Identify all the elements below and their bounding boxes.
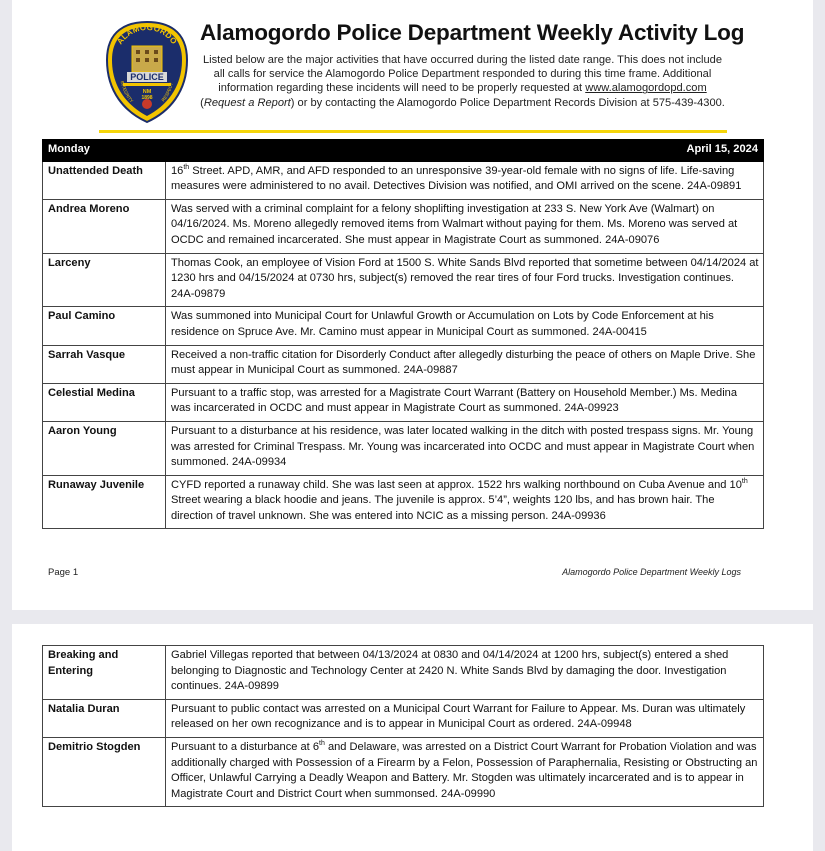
entry-description	[166, 646, 764, 700]
entry-description	[166, 253, 764, 307]
entry-text-continued: Street wearing a black hoodie and jeans. The juvenile is approx. 5’4”, weights 120 lbs, and has brown hair. The direction of travel unknown. She was entered into NCIC as a missing person. 24A-09936	[171, 494, 715, 522]
log-entry-row	[43, 199, 764, 253]
entry-text-continued: Street. APD, AMR, and AFD responded to an unresponsive 39-year-old female with no signs of life. Life-saving measures were administered to no avail. Detectives Division was notified, and OMI arrived on the scene. 24A-09891	[171, 164, 742, 193]
entry-label: Paul Camino	[43, 307, 166, 345]
entry-label: Andrea Moreno	[43, 199, 166, 253]
entry-text: 16	[171, 164, 184, 177]
badge-year-text: 1898	[141, 95, 153, 101]
log-entry-row	[43, 475, 764, 529]
log-entry-row	[43, 646, 764, 700]
entry-description	[166, 421, 764, 475]
activity-log-table-page-2	[42, 645, 764, 807]
ordinal-suffix: th	[319, 739, 325, 747]
police-badge-logo	[105, 20, 189, 124]
entry-description	[166, 161, 764, 199]
entry-text: Thomas Cook, an employee of Vision Ford at 1500 S. White Sands Blvd reported that sometime between 04/14/2024 at 1230 hrs and 04/15/2024 at 0730 hrs, subject(s) removed the rear tires of four Ford trucks. Investigation continues. 24A-09879	[171, 256, 759, 300]
intro-text	[200, 53, 725, 110]
entry-text: Pursuant to a traffic stop, was arrested for a Magistrate Court Warrant (Battery on Household Member.) Ms. Medina was incarcerated in OCDC and must appear in Magistrate Court as summoned. 24A-09923	[171, 386, 738, 415]
entry-text-continued: and Delaware, was arrested on a District Court Warrant for Probation Violation and was additionally charged with Possession of a Firearm by a Felon, Possession of Paraphernalia, Resisting or Obstructing an Officer, Unlawful Carrying a Deadly Weapon and Battery. Mr. Stogden was ultimately incarcerated and is to appear in Magistrate Court and District Court when summonsed. 24A-09990	[171, 740, 758, 800]
intro-open-paren: (	[200, 96, 204, 109]
page-title: Alamogordo Police Department Weekly Activity Log	[200, 20, 745, 45]
log-entry-row	[43, 161, 764, 199]
entry-text: CYFD reported a runaway child. She was last seen at approx. 1522 hrs walking northbound on Cuba Avenue and 10	[171, 478, 742, 491]
request-report-text: Request a Report	[203, 96, 291, 109]
log-entry-row	[43, 737, 764, 806]
entry-label: Unattended Death	[43, 161, 166, 199]
entry-description	[166, 307, 764, 345]
activity-log-table-page-1	[42, 139, 764, 529]
badge-center-text: POLICE	[130, 72, 164, 82]
entry-description	[166, 345, 764, 383]
entry-text: Gabriel Villegas reported that between 04/13/2024 at 0830 and 04/14/2024 at 1200 hrs, subject(s) entered a shed belonging to Diagnostic and Technology Center at 2420 N. White Sands Blvd by damaging the door. Investigation continues. 24A-09899	[171, 649, 729, 693]
entry-label: Aaron Young	[43, 421, 166, 475]
log-entry-row	[43, 345, 764, 383]
day-label: Monday	[43, 140, 166, 162]
footer-source: Alamogordo Police Department Weekly Logs	[562, 567, 741, 577]
log-entry-row	[43, 253, 764, 307]
entry-description	[166, 699, 764, 737]
entry-label: Celestial Medina	[43, 383, 166, 421]
entry-text: Pursuant to a disturbance at 6	[171, 740, 320, 753]
intro-text-part-1: Listed below are the major activities that have occurred during the listed date range. This does not include all calls for service the Alamogordo Police Department responded to during this time frame. Additional information regarding these incidents will need to be properly requested at	[202, 54, 723, 95]
ordinal-suffix: th	[183, 163, 190, 171]
entry-label: Sarrah Vasque	[43, 345, 166, 383]
badge-top-text: ALAMOGORDO	[115, 22, 179, 47]
page-1	[12, 0, 813, 610]
website-link[interactable]: www.alamogordopd.com	[585, 82, 707, 95]
header-divider	[99, 130, 727, 133]
page-2	[12, 624, 813, 851]
page-number: Page 1	[48, 567, 79, 578]
badge-right-text: RESPECT	[160, 81, 175, 103]
entry-description	[166, 199, 764, 253]
entry-label: Breaking and Entering	[43, 646, 166, 700]
entry-text: Was summoned into Municipal Court for Unlawful Growth or Accumulation on Lots by Code Enforcement at his residence on Spruce Ave. Mr. Camino must appear in Municipal Court as summoned. 24A-00415	[171, 310, 714, 338]
entry-text: Pursuant to public contact was arrested on a Municipal Court Warrant for Failure to Appear. Ms. Duran was ultimately released on her own recognizance and is to appear in Municipal Court as ordered. 24A-09948	[171, 702, 746, 731]
entry-label: Larceny	[43, 253, 166, 307]
entry-text: Pursuant to a disturbance at his residence, was later located walking in the ditch with posted trespass signs. Mr. Young was arrested for Criminal Trespass. Mr. Young was incarcerated into OCDC and must appear in Magistrate Court when summoned. 24A-09934	[171, 424, 755, 469]
log-entry-row	[43, 307, 764, 345]
entry-description	[166, 737, 764, 806]
entry-label: Natalia Duran	[43, 699, 166, 737]
entry-description	[166, 475, 764, 529]
log-entry-row	[43, 383, 764, 421]
log-entry-row	[43, 699, 764, 737]
ordinal-suffix: th	[741, 477, 748, 485]
badge-state-text: NM	[142, 89, 152, 95]
entry-text: Was served with a criminal complaint for a felony shoplifting investigation at 233 S. New York Ave (Walmart) on 04/16/2024. Ms. Moreno allegedly removed items from Walmart without paying for them. Ms. Moreno was served at OCDC and remained incarcerated. She must appear in Magistrate Court as summoned. 24A-09076	[171, 202, 738, 246]
entry-text: Received a non-traffic citation for Disorderly Conduct after allegedly disturbing the peace of others on Maple Drive. She must appear in Municipal Court as summoned. 24A-09887	[171, 348, 756, 377]
day-header-row	[43, 140, 764, 162]
entry-description	[166, 383, 764, 421]
intro-text-part-2: ) or by contacting the Alamogordo Police Department Records Division at 575-439-4300.	[290, 96, 725, 109]
entry-label: Demitrio Stogden	[43, 737, 166, 806]
badge-left-text: INTEGRITY	[119, 80, 135, 104]
log-entry-row	[43, 421, 764, 475]
date-label: April 15, 2024	[166, 140, 764, 162]
entry-label: Runaway Juvenile	[43, 475, 166, 529]
